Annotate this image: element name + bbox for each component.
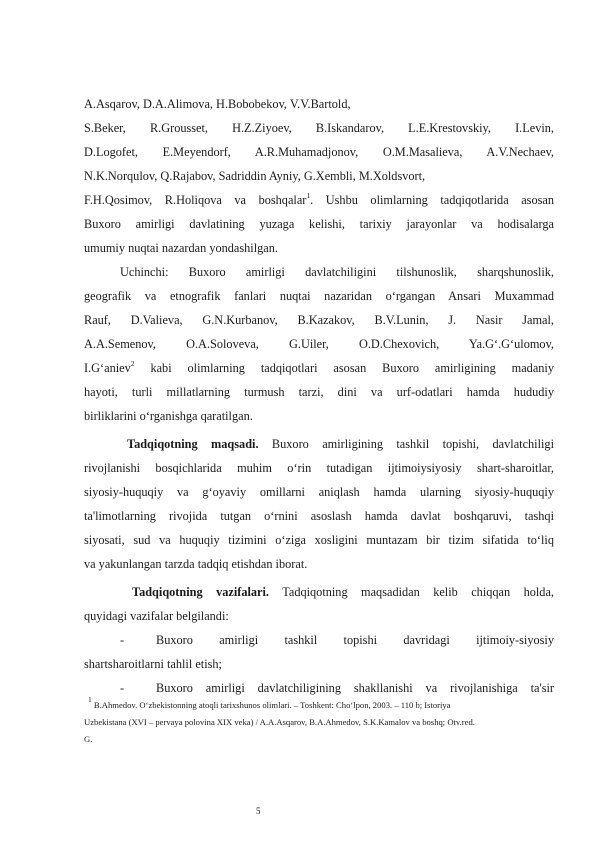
text-line: A.Asqarov, D.A.Alimova, H.Bobobekov, V.V.Bartold, <box>84 97 351 111</box>
footnote-ref: 2 <box>130 359 135 368</box>
section-heading: Tadqiqotning vazifalari. <box>132 585 269 599</box>
text-fragment: kabi olimlarning tadqiqotlari asosan Buxoro amirligining madaniy <box>134 361 554 375</box>
text-line: va yakunlangan tarzda tadqiq etishdan iborat. <box>84 557 308 571</box>
footnote: Uzbekistana (XVI – pervaya polovina XIX veka) / A.A.Asqarov, B.A.Ahmedov, S.K.Kamalov va boshq; Otv.red. <box>84 717 475 727</box>
text-line: birliklarini o‘rganishga qaratilgan. <box>84 409 253 423</box>
text-line <box>127 433 554 455</box>
text-line: rivojlanishi bosqichlarida muhim o‘rin tutadigan ijtimoiysiyosiy shart-sharoitlar, <box>84 461 554 475</box>
text-line: Uchinchi: Buxoro amirligi davlatchiligini tilshunoslik, sharqshunoslik, <box>120 265 554 279</box>
text-line: Buxoro amirligi tashkil topishi davridagi ijtimoiy-siyosiy <box>156 633 554 647</box>
list-dash: - <box>120 633 125 647</box>
text-fragment: I.G‘aniev <box>84 361 131 375</box>
text-line: quyidagi vazifalar belgilandi: <box>84 609 229 623</box>
text-fragment: . Ushbu olimlarning tadqiqotlarida asosan <box>310 193 554 207</box>
footnote-text: B.Ahmedov. O‘zbekistonning atoqli tarixshunos olimlari. – Toshkent: Cho‘lpon, 2003. – 110 b; Istoriya <box>91 700 451 710</box>
text-line: Rauf, D.Valieva, G.N.Kurbanov, B.Kazakov, B.V.Lunin, J. Nasir Jamal, <box>84 313 554 327</box>
list-dash: - <box>120 681 125 695</box>
text-line: Buxoro amirligi davlatchiligining shakllanishi va rivojlanishiga ta'sir <box>156 681 554 695</box>
text-line <box>84 357 554 379</box>
text-fragment: Buxoro amirligining tashkil topishi, davlatchiligi <box>258 437 554 451</box>
text-fragment: Tadqiqotning maqsadidan kelib chiqqan holda, <box>269 585 554 599</box>
text-line: shartsharoitlarni tahlil etish; <box>84 657 222 671</box>
text-line: umumiy nuqtai nazardan yondashilgan. <box>84 241 278 255</box>
footnote-ref: 1 <box>306 191 311 200</box>
footnote-number: 1 <box>88 695 92 704</box>
text-line <box>84 189 554 211</box>
footnote: G. <box>84 734 93 744</box>
text-line: siyosiy-huquqiy va g‘oyaviy omillarni aniqlash hamda ularning siyosiy-huquqiy <box>84 485 554 499</box>
section-heading: Tadqiqotning maqsadi. <box>127 437 259 451</box>
text-line: D.Logofet, E.Meyendorf, A.R.Muhamadjonov, O.M.Masalieva, A.V.Nechaev, <box>84 145 554 159</box>
text-line: geografik va etnografik fanlari nuqtai nazaridan o‘rgangan Ansari Muxammad <box>84 289 554 303</box>
text-line: ta'limotlarning rivojida tutgan o‘rnini asoslash hamda davlat boshqaruvi, tashqi <box>84 509 554 523</box>
text-line: hayoti, turli millatlarning turmush tarzi, dini va urf-odatlari hamda hududiy <box>84 385 554 399</box>
page-number: 5 <box>256 806 261 816</box>
text-line: S.Beker, R.Grousset, H.Z.Ziyoev, B.Iskandarov, L.E.Krestovskiy, I.Levin, <box>84 121 554 135</box>
text-fragment: F.H.Qosimov, R.Holiqova va boshqalar <box>84 193 307 207</box>
text-line: A.A.Semenov, O.A.Soloveva, G.Uiler, O.D.Chexovich, Ya.G‘.G‘ulomov, <box>84 337 554 351</box>
text-line <box>132 581 554 603</box>
footnote <box>84 695 554 711</box>
text-line: siyosati, sud va huquqiy tizimini o‘ziga xosligini muntazam bir tizim sifatida to‘liq <box>84 533 554 547</box>
text-line: N.K.Norqulov, Q.Rajabov, Sadriddin Ayniy, G.Xembli, M.Xoldsvort, <box>84 169 426 183</box>
text-line: Buxoro amirligi davlatining yuzaga kelishi, tarixiy jarayonlar va hodisalarga <box>84 217 554 231</box>
